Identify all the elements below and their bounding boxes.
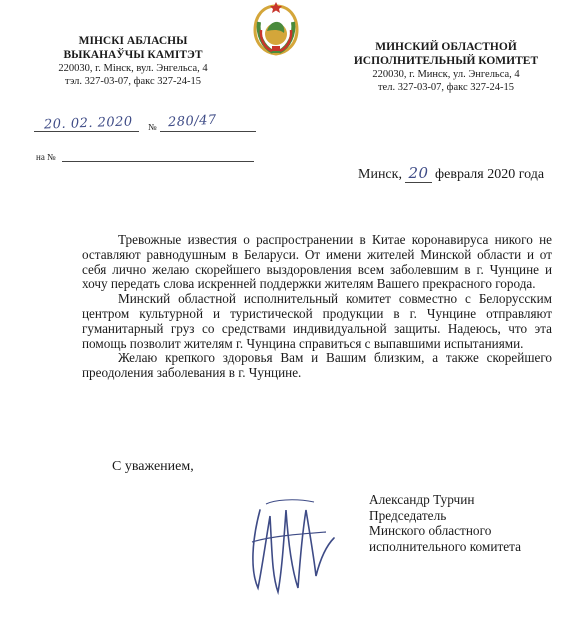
number-underline [160, 131, 256, 132]
handwritten-number: 280/47 [167, 112, 218, 131]
letterhead-left [38, 34, 228, 88]
org-phone-ru: тел. 327-03-07, факс 327-24-15 [377, 82, 515, 93]
incoming-ref-underline [62, 161, 254, 162]
org-address-ru: 220030, г. Минск, ул. Энгельса, 4 [372, 69, 520, 80]
date-rest: февраля 2020 года [435, 167, 545, 182]
closing: С уважением, [112, 459, 194, 474]
paragraph: Желаю крепкого здоровья Вам и Вашим близким, а также скорейшего преодоления заболевания в г. Чунцине. [82, 350, 552, 381]
letter-body [82, 233, 552, 381]
incoming-ref-label: на № [36, 152, 56, 162]
handwritten-date: 20. 02. 2020 [43, 114, 133, 133]
signature-icon [222, 480, 362, 600]
signer-name: Александр Турчин [369, 492, 475, 507]
signer-title: Председатель [369, 507, 447, 523]
signer-org-line1: Минского областного [369, 523, 492, 538]
state-emblem-icon [251, 0, 301, 56]
signer-org-line2: исполнительного комитета [369, 538, 522, 554]
letterhead-right [348, 40, 544, 94]
org-name-by-line1: МІНСКІ АБЛАСНЫ [78, 35, 188, 47]
org-name-ru-line1: МИНСКИЙ ОБЛАСТНОЙ [375, 41, 517, 53]
org-address-by: 220030, г. Мінск, вул. Энгельса, 4 [58, 63, 208, 74]
org-name-by-line2: ВЫКАНАЎЧЫ КАМІТЭТ [63, 49, 203, 61]
number-label: № [148, 122, 157, 132]
paragraph: Тревожные известия о распространении в Китае коронавируса никого не оставляют равнодушным в Беларуси. От имени жителей Минской области и от себя лично желаю скорейшего выздоровления всем заболевшим в г. Чунцине и хочу передать слова искренней поддержки жителям Вашего прекрасного города. [82, 232, 552, 292]
paragraph: Минский областной исполнительный комитет совместно с Белорусским центром культурной и туристической продукции в г. Чунцине отправляют гуманитарный груз со средствами индивидуальной защиты. Надеюсь, что эта помощь позволит жителям г. Чунцина справиться с выпавшими испытаниями. [82, 291, 552, 351]
date-day-handwritten: 20 [405, 164, 431, 183]
org-phone-by: тэл. 327-03-07, факс 327-24-15 [65, 76, 201, 87]
signer-block [369, 492, 521, 554]
letter-date [358, 164, 544, 183]
org-name-ru-line2: ИСПОЛНИТЕЛЬНЫЙ КОМИТЕТ [353, 55, 539, 67]
date-city: Минск, [358, 167, 402, 182]
